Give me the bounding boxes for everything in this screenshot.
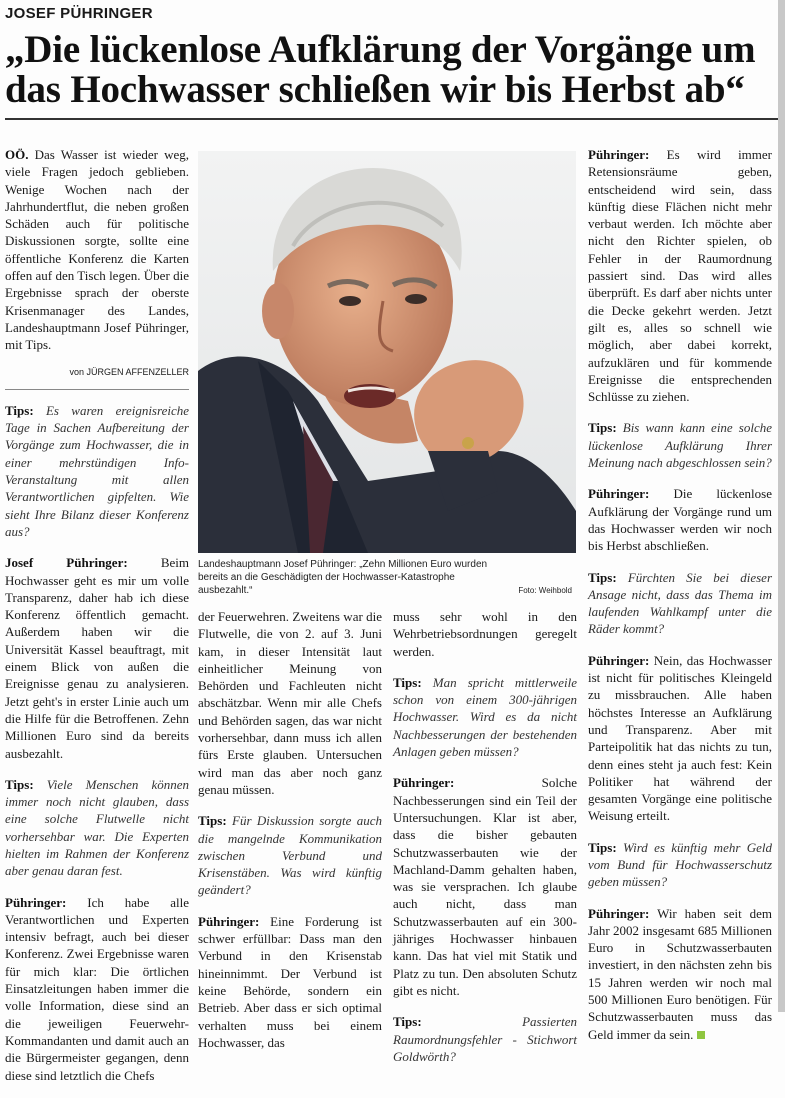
answer-paragraph	[588, 652, 772, 825]
speaker-label: Tips:	[5, 776, 34, 792]
speaker-label: Pühringer:	[588, 147, 650, 162]
photo-caption-block	[198, 558, 576, 597]
paragraph-text: Wird es künftig mehr Geld vom Bund für Hochwasserschutz geben müssen?	[588, 839, 772, 890]
intro-paragraph	[5, 146, 189, 354]
paragraph-text: Viele Menschen können immer noch nicht glauben, dass eine solche Flutwelle nicht vorhersehbar war. Die Experten hielten im Rahmen der Konferenz aber genau daran fest.	[5, 776, 189, 879]
question-paragraph	[393, 1013, 577, 1065]
portrait-illustration	[198, 151, 576, 553]
speaker-label: Pühringer:	[5, 894, 67, 910]
question-paragraph	[5, 402, 189, 540]
column-2	[198, 608, 382, 1065]
question-paragraph	[393, 674, 577, 760]
paragraph-text: Wir haben seit dem Jahr 2002 insgesamt 685 Millionen Euro in Schutzwasserbauten investiert, in den nächsten zehn bis 15 Jahren werden wir noch mal 500 Millionen Euro benötigen. Für Schutzwasserbauten muss das Geld immer da sein.	[588, 905, 772, 1042]
paragraph-text: Bis wann kann eine solche lückenlose Aufklärung Ihrer Meinung nach abgeschlossen sein?	[588, 420, 772, 471]
paragraph-text: Eine Forderung ist schwer erfüllbar: Dass man den Verbund in den Krisenstab hineinnimmt. Der Verbund ist keine Behörde, sondern ein Betrieb. Aber dass er sich optimal verhalten muss bei einem Hochwasser, das	[198, 913, 382, 1050]
speaker-label: Pühringer:	[393, 775, 455, 791]
paragraph-text: Nein, das Hochwasser ist nicht für politisches Kleingeld zu missbrauchen. Alle haben höchstes Interesse an Aufklärung und Transparenz. Aber mit Parteipolitik hat das nichts zu tun, denn eines steht ja auch fest: Kein Politiker hat während der gesamten Vorgänge eine politische Weisung erteilt.	[588, 652, 772, 824]
col4-body	[588, 146, 772, 1043]
paragraph-text: muss sehr wohl in den Wehrbetriebsordnungen geregelt werden.	[393, 609, 577, 659]
page-edge	[778, 0, 785, 1012]
answer-paragraph	[588, 485, 772, 554]
speaker-label: Pühringer:	[588, 905, 650, 921]
speaker-label: Tips:	[5, 402, 34, 418]
answer-paragraph	[198, 913, 382, 1051]
question-paragraph	[588, 419, 772, 471]
col3-body	[393, 608, 577, 1065]
paragraph-text: Man spricht mittlerweile schon von einem 300-jährigen Hochwasser. Wird es da nicht Nachbesserungen der bestehenden Anlagen geben müssen?	[393, 674, 577, 760]
paragraph-text: Fürchten Sie bei dieser Ansage nicht, dass das Thema im laufenden Wahlkampf unter die Räder kommt?	[588, 569, 772, 637]
portrait-photo	[198, 151, 576, 553]
speaker-label: Pühringer:	[588, 486, 650, 502]
headline: „Die lückenlose Aufklärung der Vorgänge um das Hochwasser schließen wir bis Herbst ab“	[5, 28, 756, 111]
photo-caption: Landeshauptmann Josef Pühringer: „Zehn Millionen Euro wurden bereits an die Geschädigten der Hochwasser-Katastrophe ausbezahlt.“	[198, 559, 488, 596]
paragraph-text: der Feuerwehren. Zweitens war die Flutwelle, die von 2. auf 3. Juni kam, in dieser Intensität laut einheitlicher Meinung von Behörden und Fachleuten nicht abschätzbar. Wenn mir alle Chefs und Behörden sagen, das war nicht vorhersehbar, dann muss ich allen fürs Erste glauben. Untersuchen wird man das aber noch ganz genau müssen.	[198, 609, 382, 797]
paragraph-text: Die lückenlose Aufklärung der Vorgänge rund um das Hochwasser werden wir noch bis Herbst abschließen.	[588, 486, 772, 554]
end-mark-icon	[697, 1031, 705, 1039]
speaker-label: Tips:	[588, 839, 617, 855]
answer-paragraph	[198, 608, 382, 798]
col2-body	[198, 608, 382, 1051]
paragraph-text: Solche Nachbesserungen sind ein Teil der Untersuchungen. Klar ist aber, dass die bisher gebauten Schutzwasserbauten wie der Machland-Damm gehalten haben, was sie versprachen. Ich glaube auch nicht, dass man Schutzwasserbauten auf ein 300-jähriges Hochwasser hinbauen kann. Das hat viel mit Statik und Platz zu tun. Den absoluten Schutz gibt es nicht.	[393, 775, 577, 998]
paragraph-text: Beim Hochwasser geht es mir um volle Transparenz, daher hab ich diese Konferenz öffentlich gemacht. Außerdem haben wir die Universität Kassel beauftragt, mit einem Blick von außen die Ereignisse genau zu analysieren. Jetzt geht's in erster Linie auch um die Hilfe für die Betroffenen. Zehn Millionen Euro sind da bereits ausbezahlt.	[5, 555, 189, 761]
speaker-label: Josef Pühringer:	[5, 555, 128, 571]
speaker-label: Tips:	[393, 674, 422, 690]
answer-paragraph	[588, 905, 772, 1043]
intro-location: OÖ.	[5, 147, 29, 162]
column-3	[393, 608, 577, 1079]
photo-credit: Foto: Weihbold	[518, 586, 572, 595]
paragraph-text: Es wird immer Retensionsräume geben, entscheidend wird sein, dass künftig diese Flächen nicht mehr verbaut werden. Ich möchte aber nicht den Richter spielen, ob Fehler in der Raumordnung passiert sind. Das wird alles überprüft. Es darf aber nichts unter die Decke gekehrt werden. Jetzt gilt es, alles so schnell wie möglich, aber dabei korrekt, aufzuklären und für kommende Ereignisse die entsprechenden Schlüsse zu ziehen.	[588, 147, 772, 405]
column-4	[588, 146, 772, 1057]
question-paragraph	[588, 839, 772, 891]
speaker-label: Tips:	[588, 569, 617, 585]
answer-paragraph	[5, 554, 189, 762]
paragraph-text: Passierten Raumordnungsfehler - Stichwort Goldwörth?	[393, 1014, 577, 1064]
paragraph-text: Es waren ereignisreiche Tage in Sachen Aufbereitung der Vorgänge zum Hochwasser, die in einer mehrstündigen Info-Veranstaltung mit allen Verantwortlichen gipfelten. Wie sieht Ihre Bilanz dieser Konferenz aus?	[5, 402, 189, 539]
answer-paragraph	[5, 894, 189, 1084]
speaker-label: Tips:	[198, 813, 227, 829]
headline-rule	[5, 118, 780, 120]
intro-text: Das Wasser ist wieder weg, viele Fragen jedoch geblieben. Wenige Wochen nach der Jahrhundertflut, die neben großen Schäden auch für politische Diskussionen sorgte, sollte eine öffentliche Konferenz die Karten offen auf den Tisch legen. Über die Ergebnisse sprach der oberste Krisenmanager des Landes, Landeshauptmann Josef Pühringer, mit Tips.	[5, 147, 189, 353]
speaker-label: Tips:	[393, 1014, 422, 1030]
answer-paragraph	[393, 608, 577, 660]
question-paragraph	[588, 569, 772, 638]
answer-paragraph	[588, 146, 772, 405]
answer-paragraph	[393, 774, 577, 999]
author-byline: von JÜRGEN AFFENZELLER	[69, 366, 189, 377]
paragraph-text: Für Diskussion sorgte auch die mangelnde Kommunikation zwischen Verbund und Krisenstäben. Was wird künftig geändert?	[198, 813, 382, 898]
column-1	[5, 146, 189, 1098]
speaker-label: Tips:	[588, 420, 617, 436]
speaker-label: Pühringer:	[198, 913, 260, 929]
intro-divider	[5, 389, 189, 390]
col1-body	[5, 402, 189, 1084]
speaker-label: Pühringer:	[588, 652, 650, 668]
question-paragraph	[198, 812, 382, 898]
question-paragraph	[5, 776, 189, 880]
paragraph-text: Ich habe alle Verantwortlichen und Experten intensiv befragt, auch bei dieser Konferenz. Zwei Ergebnisse waren für mich klar: Die örtlichen Einsatzleitungen haben immer die volle Information, diese sind an die jeweiligen Feuerwehr-Kommandanten und damit auch an die Bürgermeister gegangen, denn diese sind letztlich die Chefs	[5, 894, 189, 1083]
kicker: JOSEF PÜHRINGER	[5, 5, 153, 22]
